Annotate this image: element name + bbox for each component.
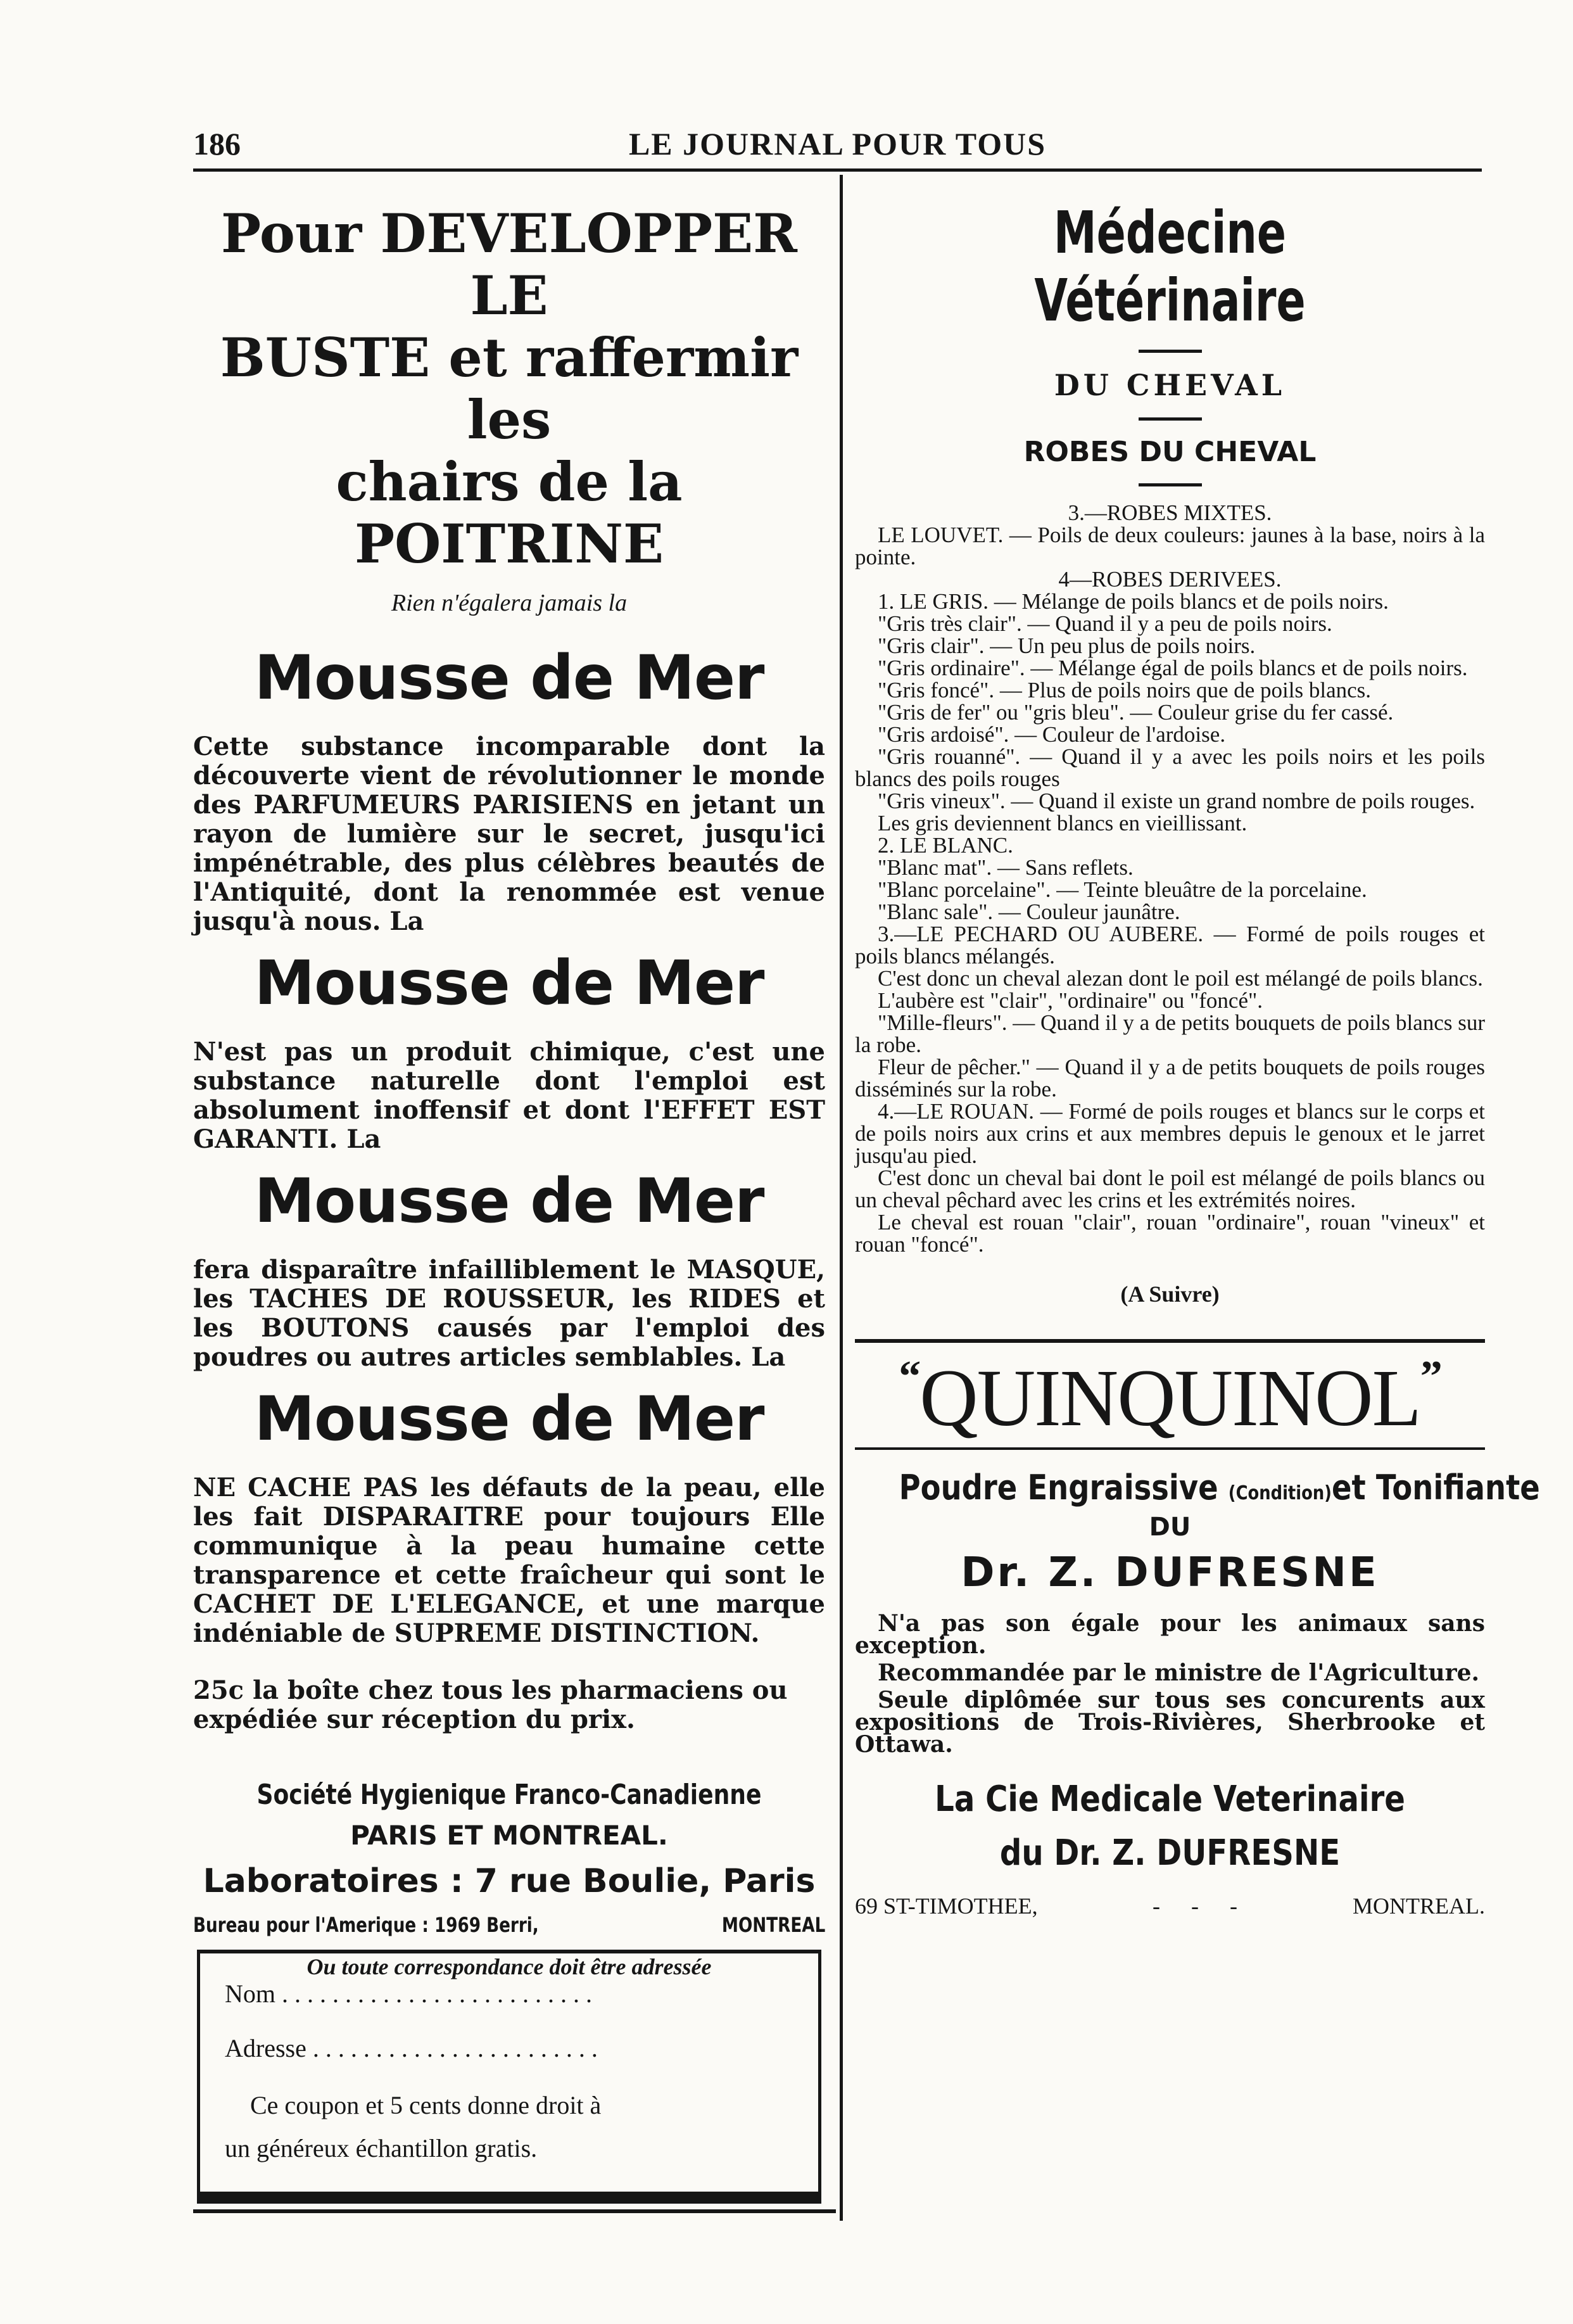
footer-rule (193, 2209, 836, 2213)
article-paragraph: "Blanc sale". — Couleur jaunâtre. (878, 899, 1180, 924)
company-line: du Dr. Z. DUFRESNE (999, 1832, 1341, 1874)
ad-paragraph: Cette substance incomparable dont la découverte vient de révolutionner le monde des PARFUMEURS PARISIENS en jetant un rayon de lumière sur le secret, jusqu'ici impénétrable, des plus célèbres beautés de l'Antiquité, dont la renommée est venue jusqu'à nous. La (193, 732, 825, 936)
ad-paragraph: NE CACHE PAS les défauts de la peau, elle les fait DISPARAITRE pour toujours Elle communique à la peau humaine cette transparence et cette fraîcheur qui sont le CACHET DE L'ELEGANCE, et une marque indéniable de SUPREME DISTINCTION. (193, 1473, 825, 1648)
quinquinol-paragraph: N'a pas son égale pour les animaux sans exception. (855, 1610, 1485, 1659)
coupon-offer: un généreux échantillon gratis. (225, 2134, 538, 2162)
column-divider (840, 175, 843, 2221)
address-city: MONTREAL. (1353, 1893, 1485, 1919)
street-address: 69 ST-TIMOTHEE, (855, 1893, 1038, 1919)
article-paragraph: 4.—LE ROUAN. — Formé de poils rouges et blancs sur le corps et de poils noirs aux crins et aux membres depuis le genoux et le jarret jusqu'au pied. (855, 1099, 1485, 1168)
section-rule (1139, 483, 1202, 486)
section-heading: ROBES DU CHEVAL (1023, 436, 1317, 468)
article-paragraph: 1. LE GRIS. — Mélange de poils blancs et de poils noirs. (878, 589, 1389, 614)
quinquinol-name: QUINQUINOL (919, 1353, 1420, 1443)
subhead: Rien n'égalera jamais la (391, 590, 628, 616)
company-name: Société Hygienique Franco-Canadienne (256, 1779, 762, 1811)
to-be-continued: (A Suivre) (1120, 1281, 1220, 1307)
coupon-offer: Ce coupon et 5 cents donne droit à (250, 2091, 602, 2119)
subtitle-rule (1139, 417, 1202, 421)
coupon-address-field: Adresse . . . . . . . . . . . . . . . . . . . . . . . (225, 2034, 598, 2062)
title-rule (1139, 350, 1202, 353)
article-paragraph: "Blanc mat". — Sans reflets. (878, 855, 1134, 880)
ad-paragraph: fera disparaître infailliblement le MASQUE, les TACHES DE ROUSSEUR, les RIDES et les BOUTONS causés par l'emploi des poudres ou autres articles semblables. La (193, 1255, 825, 1372)
doctor-name: Dr. Z. DUFRESNE (961, 1549, 1379, 1596)
article-paragraph: "Gris foncé". — Plus de poils noirs que de poils blancs. (878, 678, 1372, 702)
article-title: Médecine Vétérinaire (1034, 199, 1306, 334)
bureau-address: Bureau pour l'Amerique : 1969 Berri, (193, 1913, 539, 1937)
article-paragraph: "Gris ardoisé". — Couleur de l'ardoise. (878, 722, 1226, 747)
article-body (855, 502, 1485, 1255)
ad-paragraph: N'est pas un produit chimique, c'est une substance naturelle dont l'emploi est absolument inoffensif et dont l'EFFET EST GARANTI. La (193, 1037, 825, 1154)
article-paragraph: 4—ROBES DERIVEES. (1058, 567, 1282, 592)
article-paragraph: C'est donc un cheval alezan dont le poil est mélangé de poils blancs. (878, 966, 1483, 991)
bureau-city: MONTREAL (721, 1913, 825, 1937)
article-paragraph: C'est donc un cheval bai dont le poil est mélangé de poils blancs ou un cheval pêchard avec les crins et les extrémités noires. (855, 1165, 1485, 1212)
headline-line: Pour DEVELOPPER LE (221, 202, 797, 327)
article-paragraph: Le cheval est rouan "clair", rouan "ordinaire", rouan "vineux" et rouan "foncé". (855, 1210, 1485, 1257)
article-subtitle: DU CHEVAL (1054, 368, 1286, 402)
coupon-name-field: Nom . . . . . . . . . . . . . . . . . . . . . . . . . (225, 1979, 592, 2008)
brand-rule (855, 1447, 1485, 1450)
article-paragraph: "Gris ordinaire". — Mélange égal de poils blancs et de poils noirs. (878, 656, 1468, 680)
journal-title: LE JOURNAL POUR TOUS (628, 126, 1047, 162)
correspondence-note: Ou toute correspondance doit être adressée (306, 1954, 712, 1979)
close-quote: ” (1420, 1352, 1441, 1401)
header-rule (193, 168, 1482, 172)
product-description (899, 1468, 1540, 1508)
article-paragraph: 3.—ROBES MIXTES. (1068, 500, 1272, 525)
article-paragraph: 2. LE BLANC. (878, 833, 1013, 858)
open-quote: “ (899, 1352, 920, 1401)
price-line: 25c la boîte chez tous les pharmaciens ou expédiée sur réception du prix. (193, 1675, 788, 1734)
page-header (193, 125, 1482, 163)
article-paragraph: "Gris vineux". — Quand il existe un grand nombre de poils rouges. (878, 789, 1475, 813)
coupon (193, 1950, 825, 2203)
company-cities: PARIS ET MONTREAL. (350, 1820, 668, 1851)
laboratory-address: Laboratoires : 7 rue Boulie, Paris (203, 1862, 816, 1900)
page-number: 186 (193, 126, 241, 162)
brand-heading: Mousse de Mer (254, 1165, 764, 1236)
brand-heading: Mousse de Mer (254, 1383, 764, 1454)
article-paragraph: LE LOUVET. — Poils de deux couleurs: jaunes à la base, noirs à la pointe. (855, 523, 1485, 569)
product-description-part: et Tonifiante (1331, 1468, 1540, 1508)
bureau-line (193, 1908, 825, 1942)
article-paragraph: "Gris clair". — Un peu plus de poils noirs. (878, 633, 1256, 658)
article-paragraph: 3.—LE PECHARD OU AUBERE. — Formé de poils rouges et poils blancs mélangés. (855, 922, 1485, 968)
article-paragraph: "Gris rouanné". — Quand il y a avec les poils noirs et les poils blancs des poils rouges (855, 744, 1485, 791)
article-paragraph: Les gris deviennent blancs en vieillissant. (878, 811, 1248, 835)
brand-heading: Mousse de Mer (254, 948, 764, 1019)
article-paragraph: "Mille-fleurs". — Quand il y a de petits bouquets de poils blancs sur la robe. (855, 1010, 1485, 1057)
coupon-bottom-bar (197, 2192, 821, 2200)
company-address (855, 1893, 1485, 1924)
product-condition: (Condition) (1228, 1482, 1332, 1504)
quinquinol-paragraph: Recommandée par le ministre de l'Agriculture. (878, 1660, 1480, 1686)
article-paragraph: "Gris de fer" ou "gris bleu". — Couleur grise du fer cassé. (878, 700, 1394, 725)
article-paragraph: "Gris très clair". — Quand il y a peu de poils noirs. (878, 611, 1332, 636)
brand-heading: Mousse de Mer (254, 642, 764, 713)
company-line: La Cie Medicale Veterinaire (935, 1779, 1405, 1820)
quinquinol-body (855, 1610, 1485, 1758)
headline-line: BUSTE et raffermir les (220, 326, 799, 451)
product-description-part: Poudre Engraissive (899, 1468, 1229, 1508)
veterinary-column (855, 190, 1540, 1924)
article-paragraph: L'aubère est "clair", "ordinaire" ou "foncé". (878, 988, 1263, 1013)
quinquinol-brand (855, 1352, 1485, 1445)
bust-advertisement (193, 190, 825, 1980)
article-paragraph: "Blanc porcelaine". — Teinte bleuâtre de la porcelaine. (878, 877, 1367, 902)
headline-line: chairs de la POITRINE (336, 450, 683, 575)
du-label: DU (1149, 1513, 1191, 1542)
article-paragraph: Fleur de pêcher." — Quand il y a de petits bouquets de poils rouges disséminés sur la robe. (855, 1055, 1485, 1102)
address-dashes: - - - (1153, 1893, 1250, 1919)
article-end-rule (855, 1339, 1485, 1343)
bust-headline (193, 203, 825, 575)
quinquinol-paragraph: Seule diplômée sur tous ses concurents aux expositions de Trois-Rivières, Sherbrooke et Ottawa. (855, 1687, 1485, 1758)
